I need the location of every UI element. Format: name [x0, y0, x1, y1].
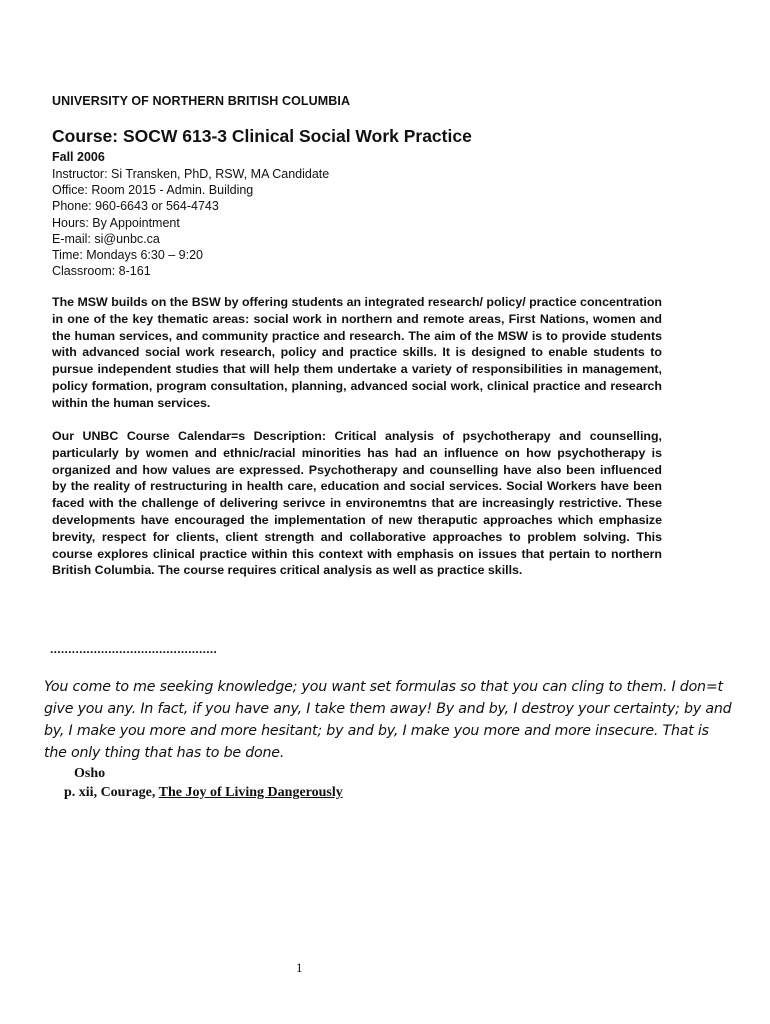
time-line: Time: Mondays 6:30 – 9:20: [52, 248, 204, 263]
quote-citation: [64, 785, 343, 801]
quote-author: Osho: [74, 766, 106, 781]
citation-prefix: p. xii, Courage,: [64, 785, 159, 800]
page-number: 1: [296, 960, 303, 975]
course-info-block: [52, 166, 329, 279]
hours-line: Hours: By Appointment: [52, 215, 180, 230]
osho-quote: You come to me seeking knowledge; you want set formulas so that you can cling to them. I don=t give you any. In fact, if you have any, I take them away! By and by, I destroy your certainty; by and by, I make you more and more hesitant; by and by, I make you more and more insecure. That is the only thing that has to be done.: [44, 679, 732, 761]
email-line: E-mail: si@unbc.ca: [52, 231, 160, 246]
book-title: The Joy of Living Dangerously: [158, 785, 343, 800]
office-line: Office: Room 2015 - Admin. Building: [52, 183, 254, 198]
course-title: Course: SOCW 613-3 Clinical Social Work Practice: [52, 126, 472, 146]
classroom-line: Classroom: 8-161: [52, 264, 151, 279]
dotted-divider: ..............................................: [50, 642, 218, 656]
instructor-line: Instructor: Si Transken, PhD, RSW, MA Candidate: [52, 167, 330, 181]
university-name: UNIVERSITY OF NORTHERN BRITISH COLUMBIA: [52, 94, 351, 108]
msw-description-paragraph: The MSW builds on the BSW by offering students an integrated research/ policy/ practice concentration in one of the key thematic areas: social work in northern and remote areas, First Nations, women and the human services, and community practice and research. The aim of the MSW is to provide students with advanced social work research, policy and practice skills. It is designed to enable students to pursue independent studies that will help them undertake a variety of responsibilities in management, policy formation, program consultation, planning, advanced social work, clinical practice and research within the human services.: [52, 295, 662, 410]
phone-line: Phone: 960-6643 or 564-4743: [52, 199, 219, 214]
course-term: Fall 2006: [52, 150, 105, 164]
calendar-description-paragraph: Our UNBC Course Calendar=s Description: Critical analysis of psychotherapy and counselling, particularly by women and ethnic/racial minorities has had an influence on how psychotherapy is organized and how values are expressed. Psychotherapy and counselling have also been influenced by the reality of restructuring in health care, education and social services. Social Workers have been faced with the challenge of delivering serivce in environemtns that are increasingly restrictive. These developments have encouraged the implementation of new theraputic approaches which emphasize brevity, respect for clients, client strength and collaborative approaches to problem solving. This course explores clinical practice within this context with emphasis on issues that pertain to northern British Columbia. The course requires critical analysis as well as practice skills.: [52, 429, 662, 578]
